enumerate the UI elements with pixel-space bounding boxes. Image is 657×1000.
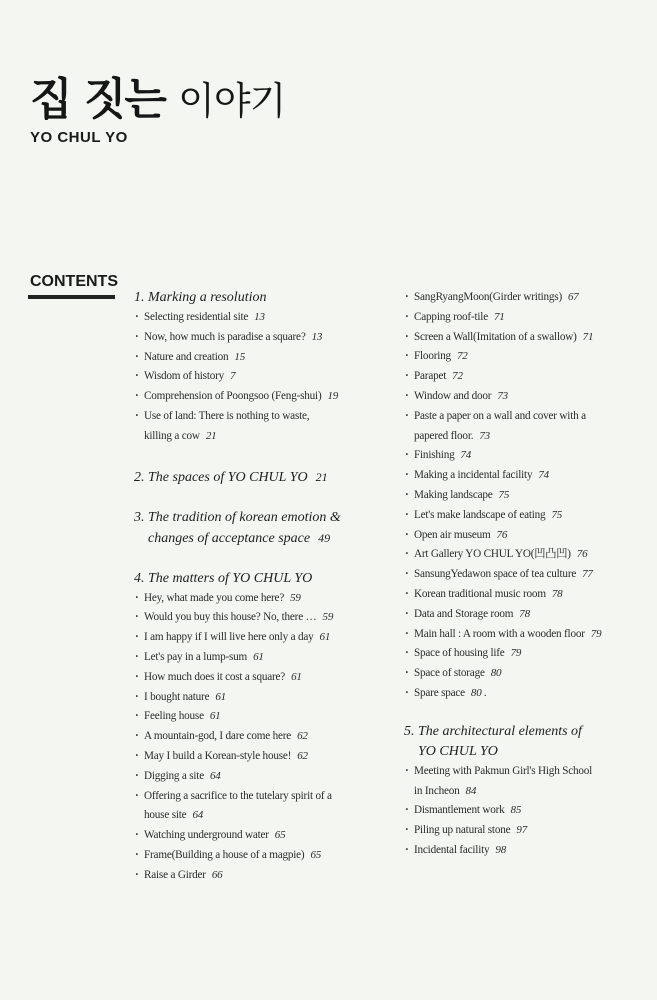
toc-item: · Spare space 80 . xyxy=(404,684,644,704)
toc-left-column xyxy=(134,288,384,886)
section-4-title: 4. The matters of YO CHUL YO xyxy=(134,570,313,586)
section-1-list xyxy=(134,308,384,447)
toc-item: · Use of land: There is nothing to waste, killing a cow 21 xyxy=(134,407,384,447)
book-title-main: 집 짓는 xyxy=(30,74,165,125)
toc-item: · Now, how much is paradise a square? 13 xyxy=(134,328,384,348)
toc-item: · Data and Storage room 78 xyxy=(404,605,644,625)
section-5-title: 5. The architectural elements of YO CHUL YO xyxy=(404,723,582,759)
toc-item: · Finishing 74 xyxy=(404,446,644,466)
toc-item: · SangRyangMoon(Girder writings) 67 xyxy=(404,288,644,308)
toc-item: · A mountain-god, I dare come here 62 xyxy=(134,727,384,747)
section-4-list xyxy=(134,589,384,886)
book-title-rest: 이야기 xyxy=(178,79,286,123)
book-title-block xyxy=(30,76,285,146)
section-3-title: 3. The tradition of korean emotion & changes of acceptance space 49 xyxy=(134,509,341,546)
toc-item: · Paste a paper on a wall and cover with a papered floor. 73 xyxy=(404,407,644,447)
section-1-title: 1. Marking a resolution xyxy=(134,290,267,305)
toc-item: · Would you buy this house? No, there … 59 xyxy=(134,608,384,628)
toc-item: · Feeling house 61 xyxy=(134,707,384,727)
toc-item: · Digging a site 64 xyxy=(134,767,384,787)
section-5-list xyxy=(404,762,644,861)
toc-item: · Art Gallery YO CHUL YO(凹凸凹) 76 xyxy=(404,545,644,565)
toc-item: · Making a incidental facility 74 xyxy=(404,466,644,486)
toc-item: · Comprehension of Poongsoo (Feng-shui) 19 xyxy=(134,387,384,407)
toc-item: · Open air museum 76 xyxy=(404,526,644,546)
toc-item: · Meeting with Pakmun Girl's High School in Incheon 84 xyxy=(404,762,644,802)
toc-item: · Parapet 72 xyxy=(404,367,644,387)
contents-heading: CONTENTS xyxy=(30,273,118,290)
section-4-continued-list xyxy=(404,288,644,704)
toc-item: · May I build a Korean-style house! 62 xyxy=(134,747,384,767)
toc-item: · Flooring 72 xyxy=(404,347,644,367)
contents-divider xyxy=(28,295,115,299)
toc-item: · Space of storage 80 xyxy=(404,664,644,684)
toc-item: · Korean traditional music room 78 xyxy=(404,585,644,605)
toc-item: · Hey, what made you come here? 59 xyxy=(134,589,384,609)
toc-item: · Making landscape 75 xyxy=(404,486,644,506)
toc-item: · Dismantlement work 85 xyxy=(404,801,644,821)
toc-item: · Window and door 73 xyxy=(404,387,644,407)
toc-item: · Watching underground water 65 xyxy=(134,826,384,846)
toc-item: · Incidental facility 98 xyxy=(404,841,644,861)
toc-item: · SansungYedawon space of tea culture 77 xyxy=(404,565,644,585)
section-2-title: 2. The spaces of YO CHUL YO 21 xyxy=(134,469,328,485)
toc-item: · Offering a sacrifice to the tutelary spirit of a house site 64 xyxy=(134,787,384,827)
book-subtitle: YO CHUL YO xyxy=(30,129,128,146)
toc-item: · Let's make landscape of eating 75 xyxy=(404,506,644,526)
toc-item: · Nature and creation 15 xyxy=(134,348,384,368)
toc-item: · How much does it cost a square? 61 xyxy=(134,668,384,688)
toc-item: · Space of housing life 79 xyxy=(404,644,644,664)
toc-item: · Capping roof-tile 71 xyxy=(404,308,644,328)
toc-item: · Piling up natural stone 97 xyxy=(404,821,644,841)
book-title xyxy=(30,76,285,125)
toc-item: · Frame(Building a house of a magpie) 65 xyxy=(134,846,384,866)
toc-right-column xyxy=(404,288,644,861)
toc-item: · I am happy if I will live here only a day 61 xyxy=(134,628,384,648)
toc-item: · Selecting residential site 13 xyxy=(134,308,384,328)
toc-item: · Screen a Wall(Imitation of a swallow) 71 xyxy=(404,328,644,348)
toc-item: · I bought nature 61 xyxy=(134,688,384,708)
toc-item: · Wisdom of history 7 xyxy=(134,367,384,387)
toc-item: · Let's pay in a lump-sum 61 xyxy=(134,648,384,668)
toc-item: · Raise a Girder 66 xyxy=(134,866,384,886)
toc-item: · Main hall : A room with a wooden floor 79 xyxy=(404,625,644,645)
